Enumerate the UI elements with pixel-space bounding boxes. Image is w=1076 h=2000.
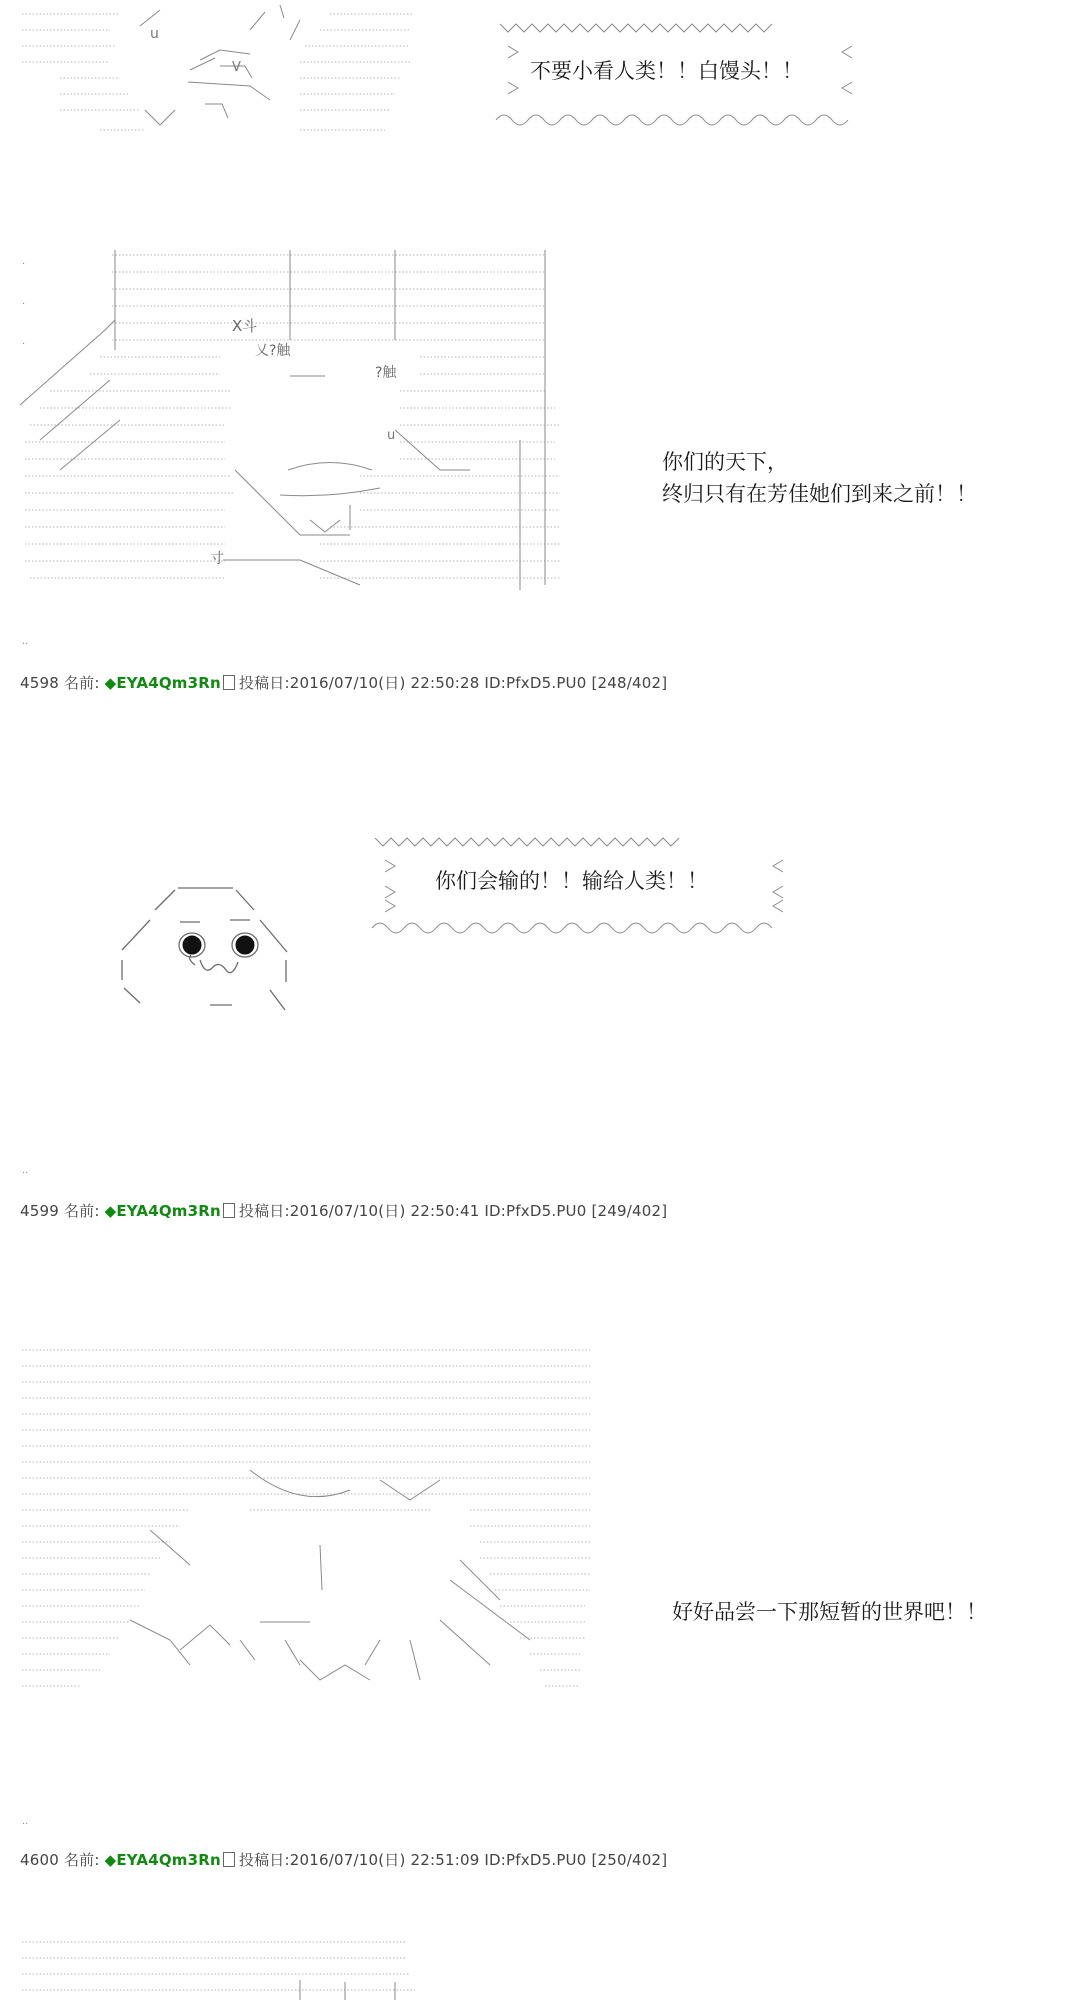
post-datetime: 2016/07/10(日) 22:50:41 bbox=[289, 1202, 480, 1220]
post-id: ID:PfxD5.PU0 bbox=[484, 1851, 587, 1869]
date-label: 投稿日: bbox=[238, 1851, 290, 1869]
post-datetime: 2016/07/10(日) 22:51:09 bbox=[289, 1851, 480, 1869]
post-datetime: 2016/07/10(日) 22:50:28 bbox=[289, 674, 480, 692]
post-number: 4599 bbox=[20, 1202, 59, 1220]
separator-dots-3: .. bbox=[22, 1816, 29, 1827]
post-number: 4598 bbox=[20, 674, 59, 692]
separator-dots-2: .. bbox=[22, 1165, 29, 1176]
name-label: 名前: bbox=[63, 1202, 100, 1220]
dialogue-2-line-2: 终归只有在芳佳她们到来之前！！ bbox=[662, 482, 977, 506]
dialogue-4: 好好品尝一下那短暂的世界吧！！ bbox=[672, 1600, 987, 1624]
dialogue-3: 你们会输的！！输给人类！！ bbox=[435, 869, 708, 893]
ascii-x-label: X斗 bbox=[232, 317, 258, 335]
post-header-4598 bbox=[20, 672, 667, 693]
post-id: ID:PfxD5.PU0 bbox=[484, 1202, 587, 1220]
date-label: 投稿日: bbox=[238, 674, 290, 692]
ascii-touch-2: ?触 bbox=[375, 365, 397, 381]
post-count: [248/402] bbox=[591, 674, 668, 692]
dialogue-1: 不要小看人类！！白馒头！！ bbox=[530, 59, 803, 83]
name-label: 名前: bbox=[63, 1851, 100, 1869]
tripcode[interactable]: ◆EYA4Qm3Rn bbox=[104, 674, 221, 692]
checkbox-icon bbox=[223, 675, 235, 690]
post-count: [249/402] bbox=[591, 1202, 668, 1220]
ascii-art-panel-2 bbox=[20, 250, 560, 590]
dialogue-2-line-1: 你们的天下， bbox=[662, 450, 788, 474]
ascii-kanji-sun: 寸 bbox=[210, 551, 224, 567]
ascii-art-manjuu bbox=[122, 888, 287, 1010]
date-label: 投稿日: bbox=[238, 1202, 290, 1220]
checkbox-icon bbox=[223, 1852, 235, 1867]
post-number: 4600 bbox=[20, 1851, 59, 1869]
ascii-u: u bbox=[150, 26, 159, 42]
post-id: ID:PfxD5.PU0 bbox=[484, 674, 587, 692]
post-header-4599 bbox=[20, 1200, 667, 1221]
ascii-touch-1: 乂?触 bbox=[255, 343, 291, 359]
margin-dot-1: . bbox=[22, 256, 26, 267]
separator-dots-1: .. bbox=[22, 636, 29, 647]
ascii-small-u: u bbox=[387, 428, 396, 443]
checkbox-icon bbox=[223, 1203, 235, 1218]
post-header-4600 bbox=[20, 1849, 667, 1870]
tripcode[interactable]: ◆EYA4Qm3Rn bbox=[104, 1851, 221, 1869]
ascii-v: V bbox=[232, 60, 241, 75]
ascii-art-panel-4 bbox=[22, 1350, 590, 1686]
ascii-art-bottom bbox=[22, 1942, 415, 2000]
name-label: 名前: bbox=[63, 674, 100, 692]
margin-dot-3: . bbox=[22, 336, 26, 347]
tripcode[interactable]: ◆EYA4Qm3Rn bbox=[104, 1202, 221, 1220]
margin-dot-2: . bbox=[22, 296, 26, 307]
ascii-art-top-figure bbox=[22, 5, 412, 130]
post-count: [250/402] bbox=[591, 1851, 668, 1869]
